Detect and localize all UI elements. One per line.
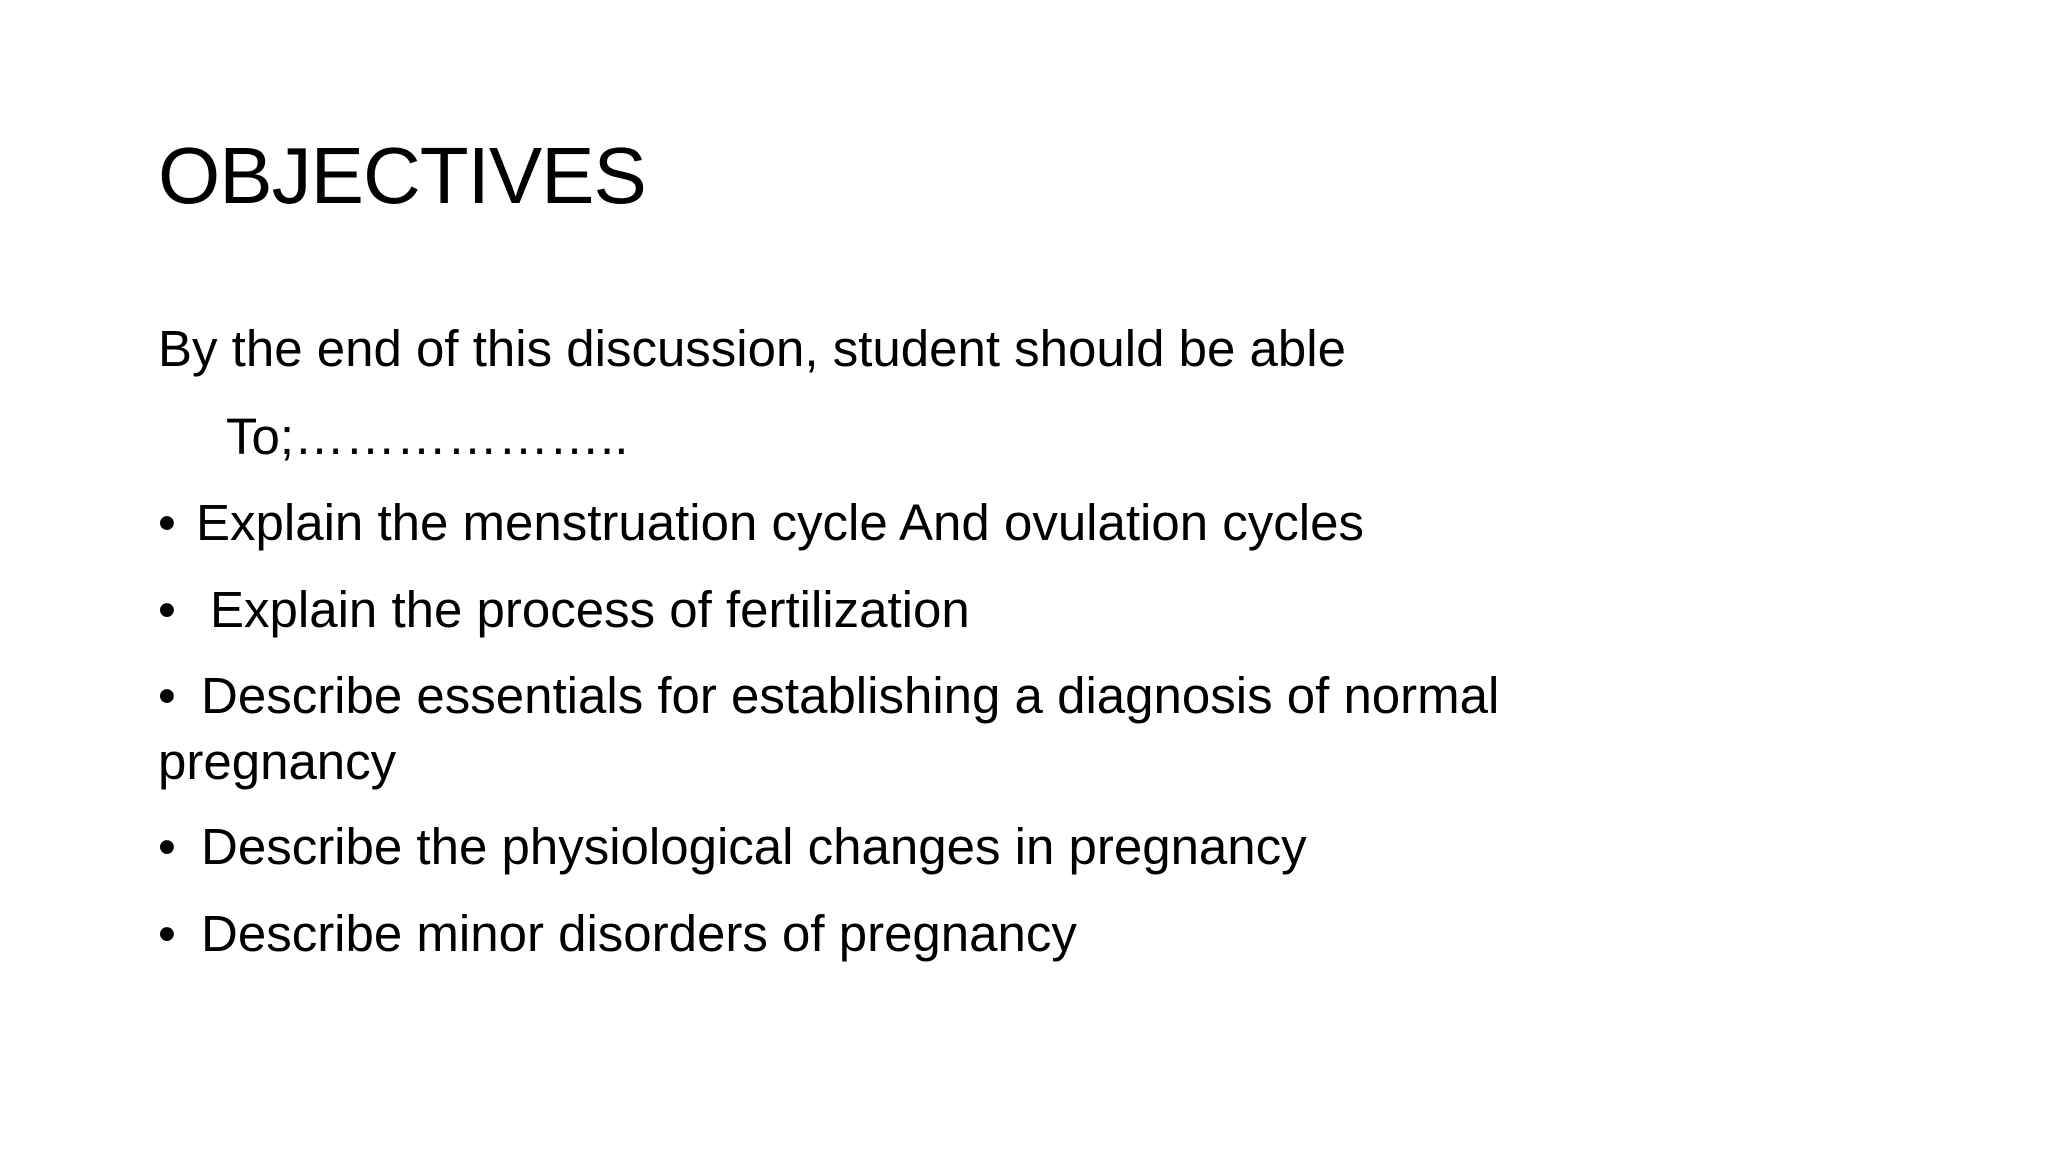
objective-item (158, 490, 1718, 556)
bullet-icon: • (158, 667, 176, 724)
intro-continuation: To;……………….. (226, 408, 629, 465)
bullet-icon: • (158, 905, 176, 962)
bullet-icon: • (158, 818, 176, 875)
objective-item (158, 663, 1718, 795)
objective-item (158, 814, 1718, 880)
slide-title: OBJECTIVES (158, 131, 646, 220)
bullet-icon: • (158, 494, 176, 551)
objective-text: Describe essentials for establishing a diagnosis of normal pregnancy (158, 667, 1500, 790)
objective-text: Explain the process of fertilization (210, 581, 970, 638)
objective-item (158, 901, 1718, 967)
objective-text: Explain the menstruation cycle And ovulation cycles (196, 494, 1364, 551)
intro-text: By the end of this discussion, student should be able (158, 320, 1346, 377)
objective-text: Describe minor disorders of pregnancy (201, 905, 1077, 962)
bullet-icon: • (158, 581, 176, 638)
objective-text: Describe the physiological changes in pregnancy (201, 818, 1307, 875)
objective-item (158, 577, 1718, 643)
